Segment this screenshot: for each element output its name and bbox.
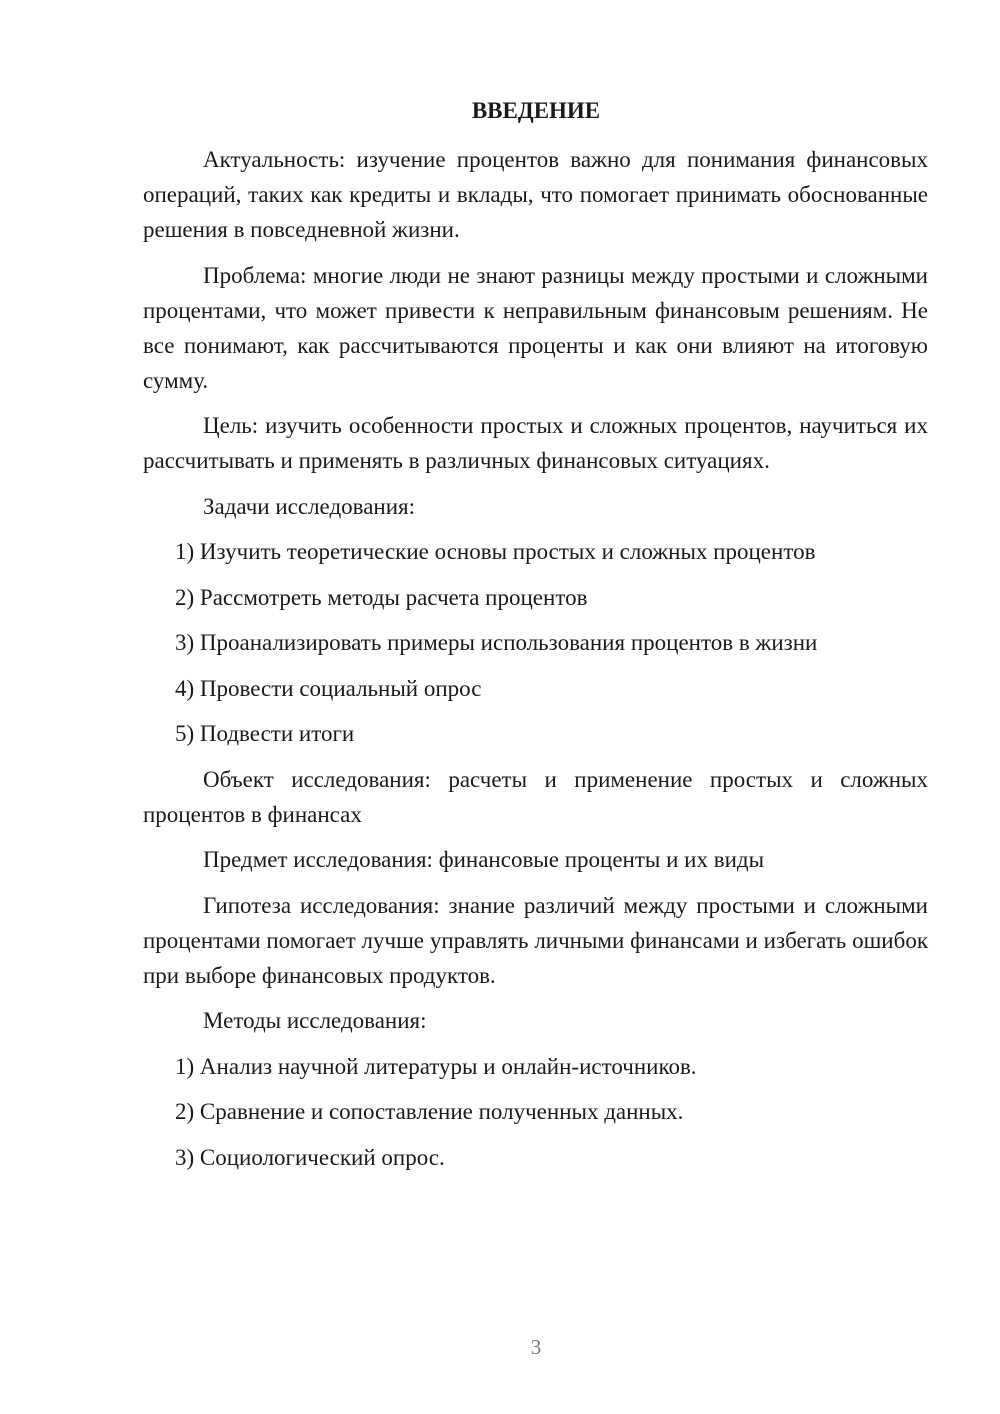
- list-item: 1) Изучить теоретические основы простых и сложных процентов: [175, 539, 816, 564]
- subject-paragraph: Предмет исследования: финансовые проценты и их виды: [203, 847, 765, 872]
- problem-paragraph: Проблема: многие люди не знают разницы между простыми и сложными процентами, что может привести к неправильным финансовым решениям. Не все понимают, как рассчитываются проценты и как они влияют на итоговую сумму.: [143, 262, 928, 393]
- methods-list: [143, 1049, 928, 1175]
- list-item: 5) Подвести итоги: [175, 721, 355, 746]
- goal-paragraph: Цель: изучить особенности простых и сложных процентов, научиться их рассчитывать и применять в различных финансовых ситуациях.: [143, 413, 928, 473]
- list-item: 2) Рассмотреть методы расчета процентов: [175, 584, 588, 610]
- list-item: 4) Провести социальный опрос: [175, 675, 482, 701]
- hypothesis-paragraph: Гипотеза исследования: знание различий между простыми и сложными процентами помогает лучше управлять личными финансами и избегать ошибок при выборе финансовых продуктов.: [143, 892, 928, 988]
- methods-heading: Методы исследования:: [203, 1008, 427, 1033]
- tasks-list: [143, 534, 928, 751]
- page-number: 3: [530, 1335, 542, 1359]
- object-paragraph: Объект исследования: расчеты и применение простых и сложных процентов в финансах: [143, 766, 928, 827]
- tasks-heading: Задачи исследования:: [203, 493, 416, 519]
- relevance-paragraph: Актуальность: изучение процентов важно для понимания финансовых операций, таких как кредиты и вклады, что помогает принимать обоснованные решения в повседневной жизни.: [143, 147, 928, 242]
- list-item: 3) Проанализировать примеры использования процентов в жизни: [175, 630, 818, 655]
- document-body: [143, 142, 928, 1185]
- list-item: 1) Анализ научной литературы и онлайн-источников.: [175, 1053, 697, 1079]
- page-title: ВВЕДЕНИЕ: [471, 98, 601, 123]
- list-item: 3) Социологический опрос.: [175, 1144, 445, 1170]
- list-item: 2) Сравнение и сопоставление полученных данных.: [175, 1099, 684, 1124]
